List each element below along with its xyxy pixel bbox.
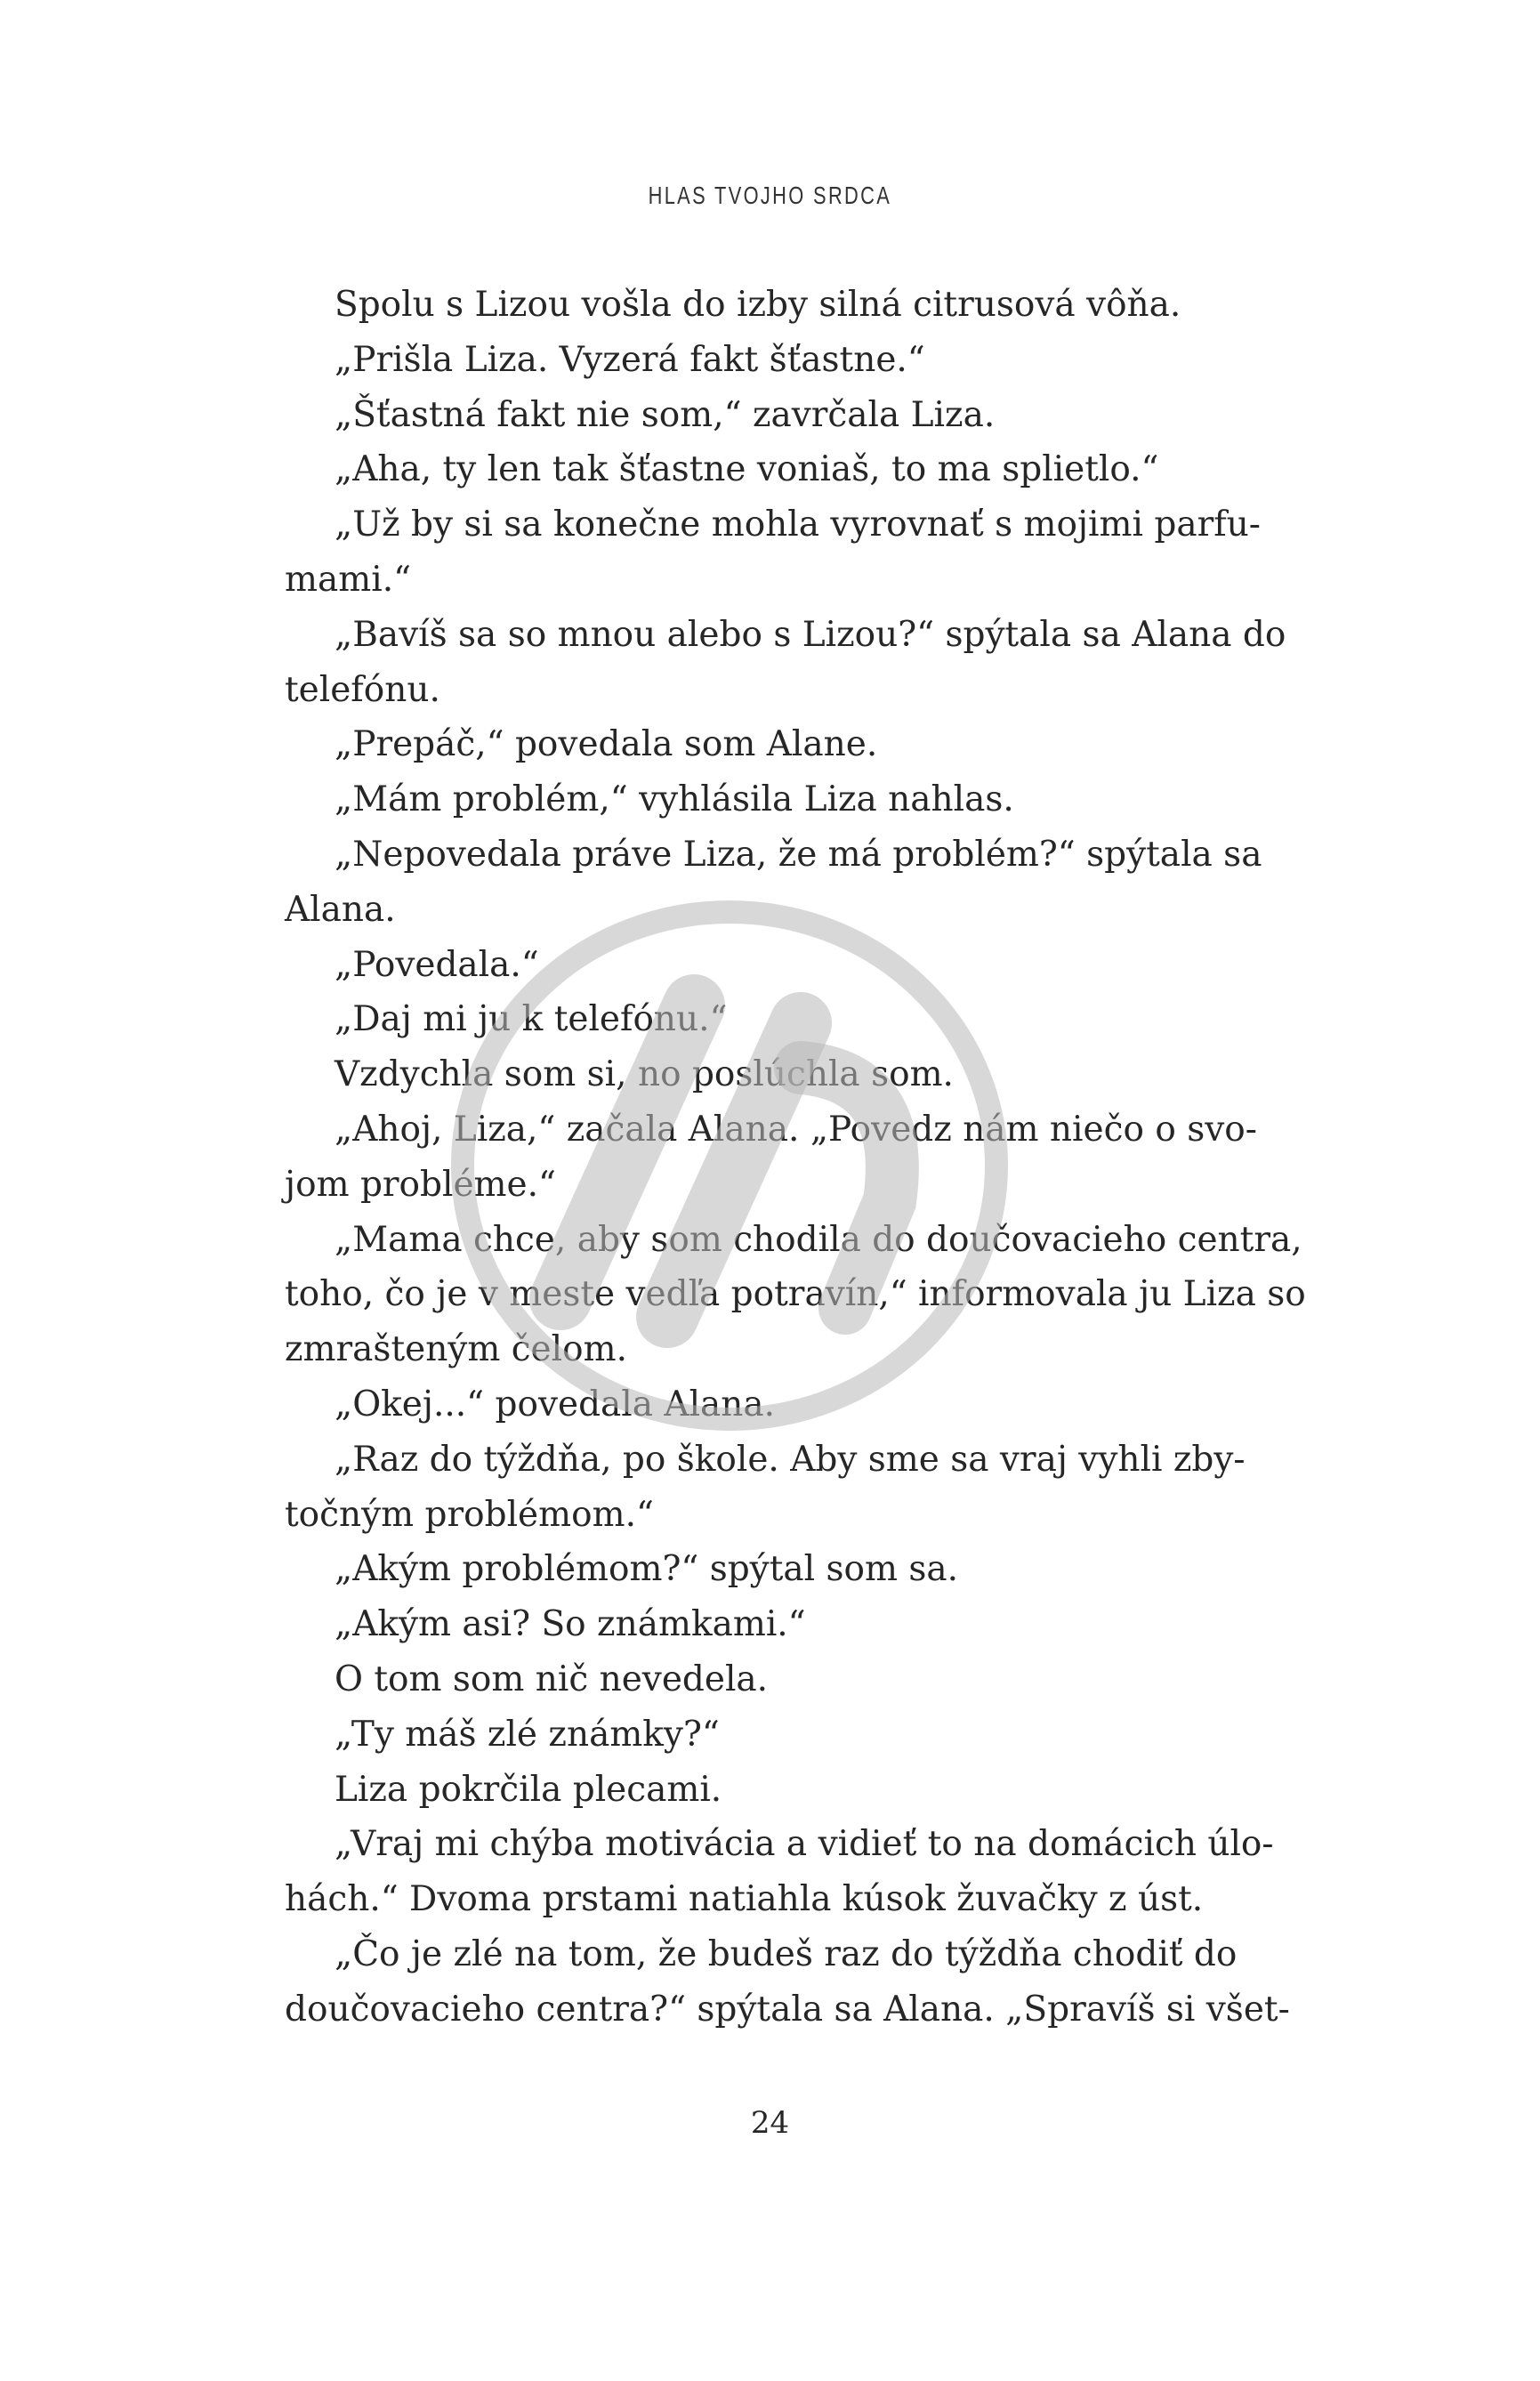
text-line: O tom som nič nevedela. — [335, 1659, 769, 1699]
text-line: „Aha, ty len tak šťastne voniaš, to ma splietlo.“ — [335, 449, 1159, 490]
text-line: „Vraj mi chýba motivácia a vidieť to na domácich úlo- — [335, 1824, 1274, 1865]
text-line: „Ty máš zlé známky?“ — [335, 1714, 720, 1755]
text-line: telefónu. — [285, 669, 440, 710]
text-line: „Prepáč,“ povedala som Alane. — [335, 724, 878, 765]
text-line: jom probléme.“ — [285, 1164, 556, 1205]
text-line: Vzdychla som si, no poslúchla som. — [335, 1054, 954, 1095]
page-number: 24 — [750, 2105, 790, 2141]
text-line: „Akým problémom?“ spýtal som sa. — [335, 1549, 959, 1590]
text-line: „Čo je zlé na tom, že budeš raz do týždňa chodiť do — [335, 1933, 1238, 1974]
text-line: zmrašteným čelom. — [285, 1329, 627, 1370]
text-line: „Raz do týždňa, po škole. Aby sme sa vraj vyhli zby- — [335, 1439, 1246, 1480]
text-line: Alana. — [285, 889, 396, 930]
text-line: „Mama chce, aby som chodila do doučovacieho centra, — [335, 1219, 1302, 1260]
body-text — [285, 278, 1306, 2038]
running-header: HLAS TVOJHO SRDCA — [648, 182, 892, 209]
text-line: „Nepovedala práve Liza, že má problém?“ spýtala sa — [335, 834, 1262, 875]
text-line: Liza pokrčila plecami. — [335, 1769, 722, 1810]
text-line: doučovacieho centra?“ spýtala sa Alana. „Spravíš si všet- — [285, 1989, 1290, 2030]
text-line: „Akým asi? So známkami.“ — [335, 1604, 806, 1645]
text-line: „Okej...“ povedala Alana. — [335, 1384, 776, 1425]
text-line: Spolu s Lizou vošla do izby silná citrusová vôňa. — [335, 285, 1181, 325]
text-line: hách.“ Dvoma prstami natiahla kúsok žuvačky z úst. — [285, 1879, 1204, 1920]
text-line: „Daj mi ju k telefónu.“ — [335, 999, 728, 1040]
text-line: toho, čo je v meste vedľa potravín,“ informovala ju Liza so — [285, 1274, 1306, 1315]
text-line: mami.“ — [285, 559, 412, 600]
text-line: „Šťastná fakt nie som,“ zavrčala Liza. — [335, 394, 996, 435]
text-line: „Mám problém,“ vyhlásila Liza nahlas. — [335, 779, 1014, 820]
text-line: točným problémom.“ — [285, 1494, 654, 1535]
text-line: „Ahoj, Liza,“ začala Alana. „Povedz nám niečo o svo- — [335, 1109, 1257, 1150]
text-line: „Povedala.“ — [335, 944, 539, 985]
text-line: „Prišla Liza. Vyzerá fakt šťastne.“ — [335, 339, 925, 380]
text-line: „Bavíš sa so mnou alebo s Lizou?“ spýtala sa Alana do — [335, 614, 1286, 655]
text-line: „Už by si sa konečne mohla vyrovnať s mojimi parfu- — [335, 504, 1261, 545]
